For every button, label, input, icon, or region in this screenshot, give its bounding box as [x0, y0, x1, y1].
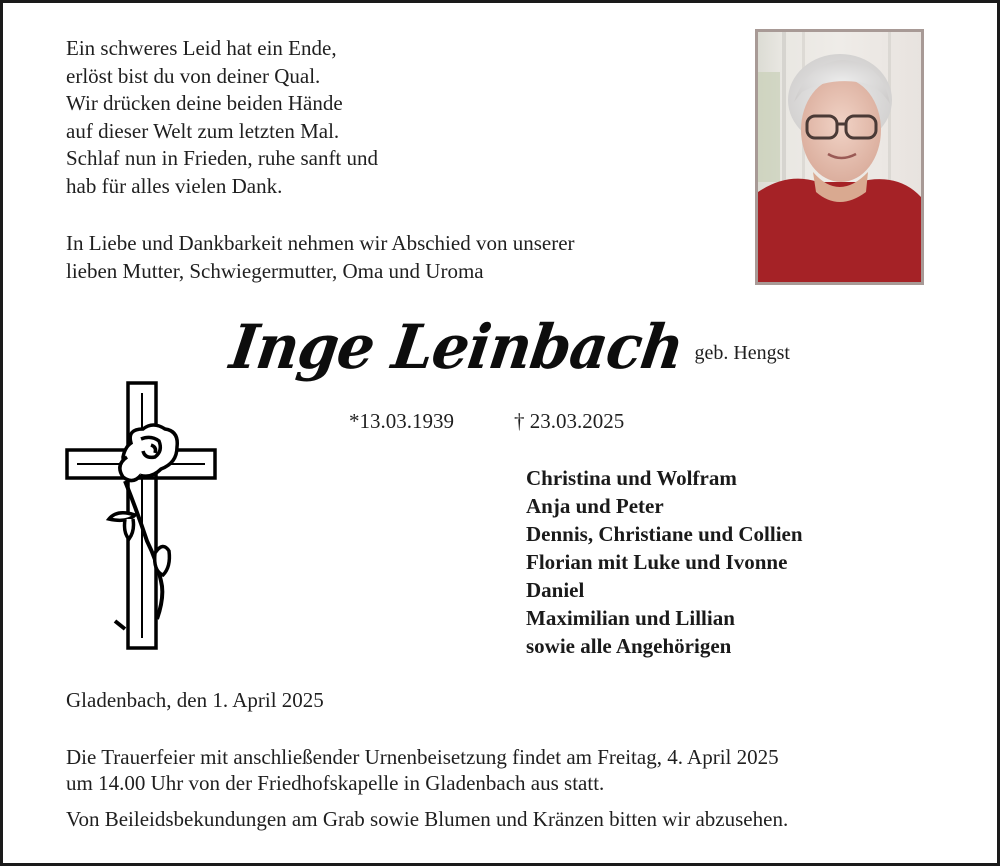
mourner-entry: Anja und Peter	[526, 494, 664, 518]
place-and-date: Gladenbach, den 1. April 2025	[66, 688, 324, 712]
deceased-name-block	[225, 311, 790, 393]
portrait-image	[758, 32, 921, 282]
mourner-entry: Florian mit Luke und Ivonne	[526, 550, 788, 574]
poem-line: Ein schweres Leid hat ein Ende,	[66, 36, 337, 60]
mourner-entry: Maximilian und Lillian	[526, 606, 735, 630]
mourner-entry: Dennis, Christiane und Collien	[526, 522, 803, 546]
poem-line: Schlaf nun in Frieden, ruhe sanft und	[66, 146, 379, 171]
birth-date: *13.03.1939	[349, 409, 454, 433]
ceremony-line: um 14.00 Uhr von der Friedhofskapelle in Gladenbach aus statt.	[66, 771, 605, 795]
closing-request: Von Beileidsbekundungen am Grab sowie Blumen und Kränzen bitten wir abzusehen.	[66, 807, 789, 831]
ceremony-info	[66, 744, 779, 796]
intro-line: lieben Mutter, Schwiegermutter, Oma und Uroma	[66, 258, 484, 283]
maiden-name: geb. Hengst	[694, 342, 790, 364]
poem-line: auf dieser Welt zum letzten Mal.	[66, 118, 340, 143]
memorial-poem	[66, 35, 378, 201]
ceremony-line: Die Trauerfeier mit anschließender Urnenbeisetzung findet am Freitag, 4. April 2025	[66, 745, 779, 769]
mourner-entry: Christina und Wolfram	[526, 466, 737, 490]
deceased-name: Inge Leinbach	[225, 311, 688, 383]
poem-line: erlöst bist du von deiner Qual.	[66, 63, 321, 88]
cross-with-rose-icon	[65, 381, 219, 653]
portrait-photo	[755, 29, 924, 285]
mourner-entry: sowie alle Angehörigen	[526, 634, 732, 658]
farewell-intro	[66, 230, 575, 285]
mourners-list	[526, 464, 803, 660]
death-date: † 23.03.2025	[514, 409, 625, 433]
mourner-entry: Daniel	[526, 578, 585, 602]
poem-line: Wir drücken deine beiden Hände	[66, 91, 343, 116]
intro-line: In Liebe und Dankbarkeit nehmen wir Abschied von unserer	[66, 231, 575, 255]
poem-line: hab für alles vielen Dank.	[66, 173, 283, 198]
